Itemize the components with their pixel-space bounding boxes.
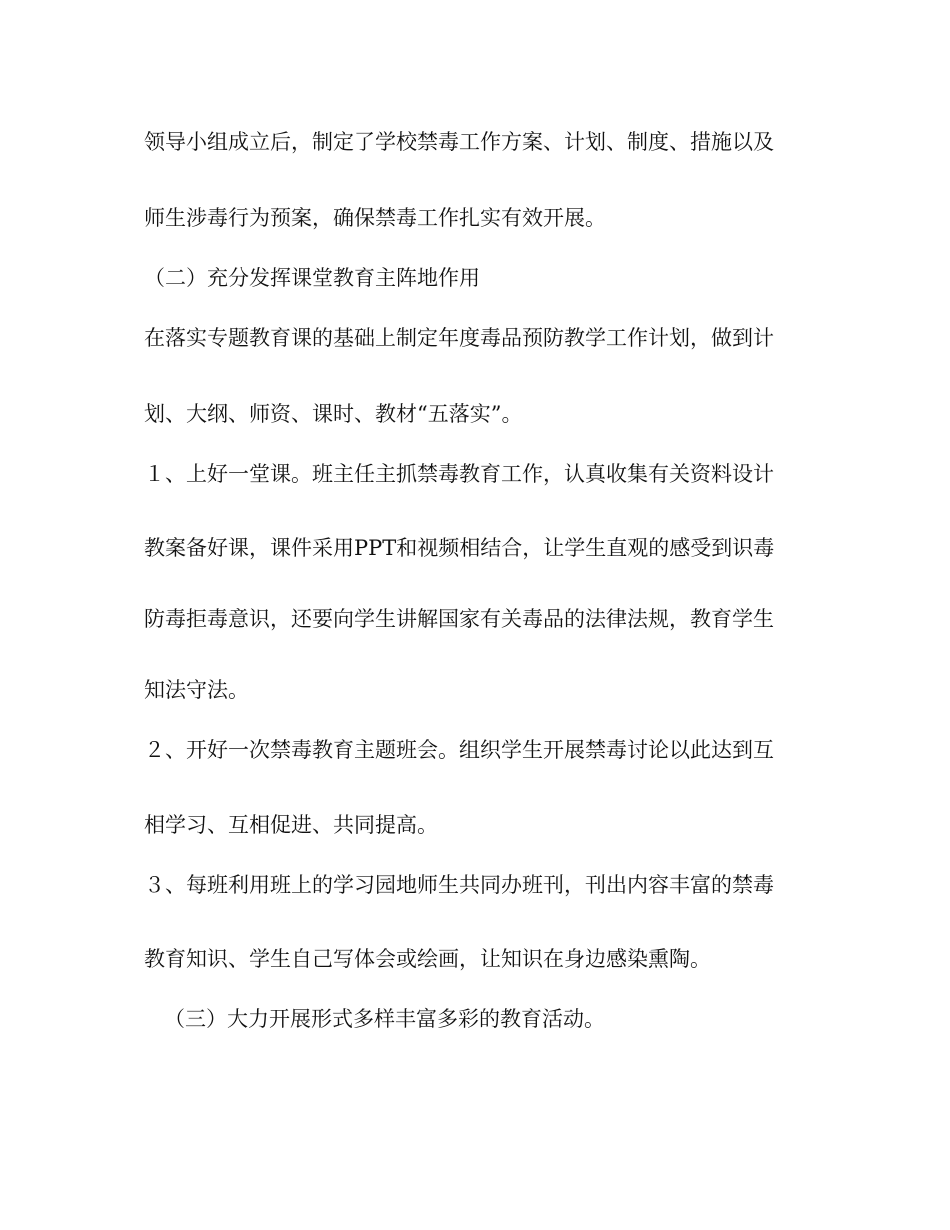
paragraph-line: 在落实专题教育课的基础上制定年度毒品预防教学工作计划，做到计 (144, 326, 774, 350)
section-heading: （三）大力开展形式多样丰富多彩的教育活动。 (164, 1007, 605, 1031)
paragraph-line: 教育知识、学生自己写体会或绘画，让知识在身边感染熏陶。 (144, 947, 711, 971)
list-item-1: １、上好一堂课。班主任主抓禁毒教育工作，认真收集有关资料设计 (144, 462, 774, 486)
section-heading: （二）充分发挥课堂教育主阵地作用 (144, 266, 480, 290)
paragraph-line: 师生涉毒行为预案，确保禁毒工作扎实有效开展。 (144, 206, 606, 230)
paragraph-line: 领导小组成立后，制定了学校禁毒工作方案、计划、制度、措施以及 (144, 130, 774, 154)
paragraph-line: 划、大纲、师资、课时、教材“五落实”。 (144, 402, 523, 426)
list-item-3: ３、每班利用班上的学习园地师生共同办班刊，刊出内容丰富的禁毒 (144, 873, 774, 897)
paragraph-line: 防毒拒毒意识，还要向学生讲解国家有关毒品的法律法规，教育学生 (144, 607, 774, 631)
paragraph-line: 相学习、互相促进、共同提高。 (144, 813, 438, 837)
list-item-2: ２、开好一次禁毒教育主题班会。组织学生开展禁毒讨论以此达到互 (144, 738, 774, 762)
paragraph-line: 知法守法。 (144, 678, 249, 702)
paragraph-line: 教案备好课，课件采用PPT和视频相结合，让学生直观的感受到识毒 (144, 536, 775, 560)
